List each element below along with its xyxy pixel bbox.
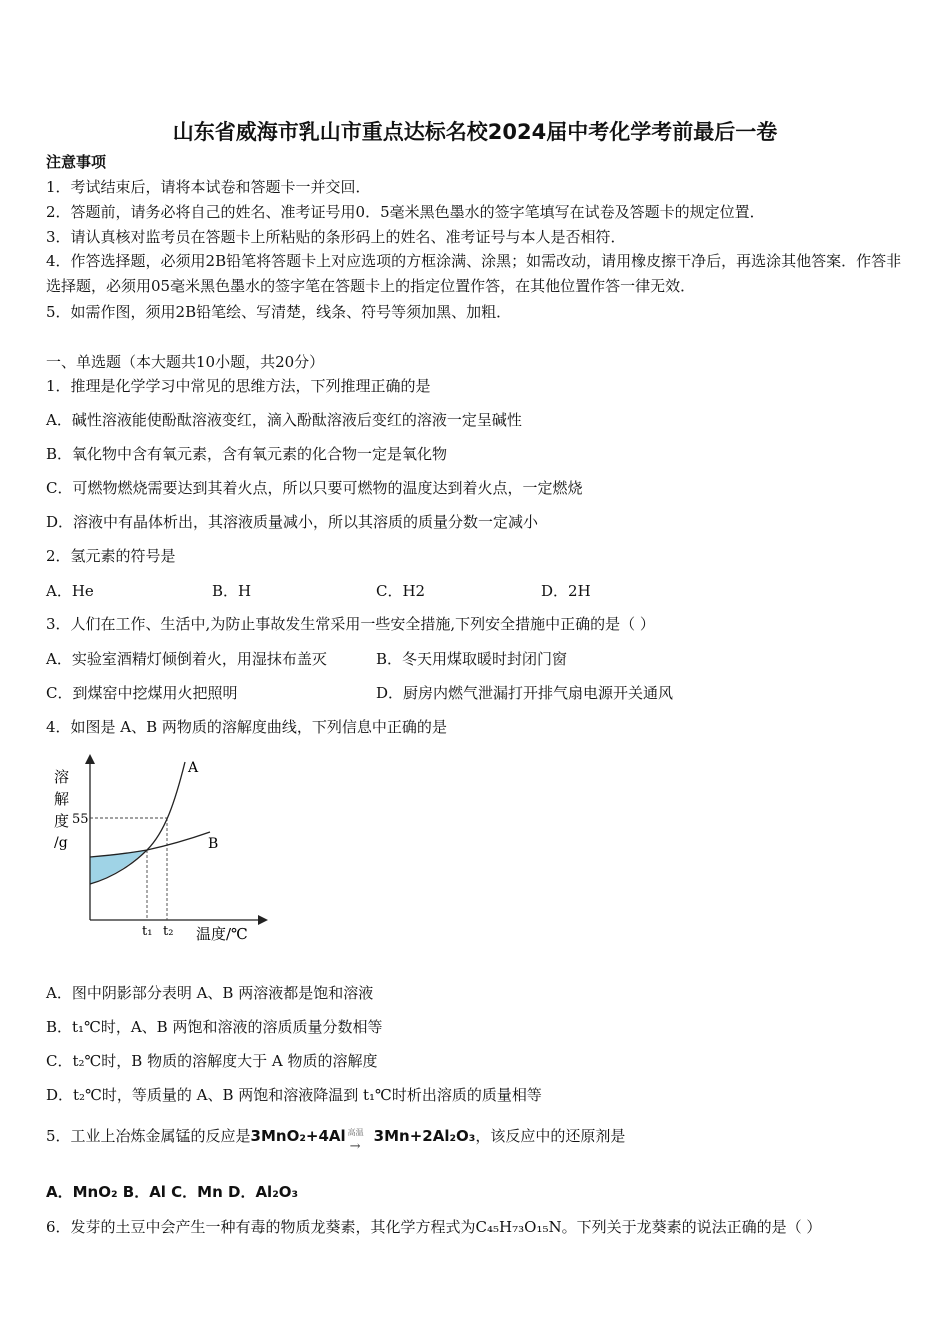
q5-stem <box>46 1126 626 1154</box>
notice-item-4: 4．作答选择题，必须用2B铅笔将答题卡上对应选项的方框涂满、涂黑；如需改动，请用橡皮擦干净后，再选涂其他答案．作答非选择题，必须用05毫米黑色墨水的签字笔在答题卡上的指定位置作答，在其他位置作答一律无效． <box>46 252 902 295</box>
y-axis-arrow-icon <box>85 754 95 764</box>
t2-label: t₂ <box>163 924 174 939</box>
x-axis-label: 温度/℃ <box>196 925 248 943</box>
q4-option-a: A．图中阴影部分表明 A、B 两溶液都是饱和溶液 <box>46 984 374 1002</box>
y-label-2: 解 <box>54 790 70 808</box>
reaction-condition <box>346 1127 374 1154</box>
q3-option-b: B．冬天用煤取暖时封闭门窗 <box>376 650 568 668</box>
y-label-4: /g <box>54 835 68 851</box>
value-label-55: 55 <box>72 812 89 827</box>
exam-title: 山东省威海市乳山市重点达标名校2024届中考化学考前最后一卷 <box>172 120 778 144</box>
q1-option-d: D．溶液中有晶体析出，其溶液质量减小，所以其溶质的质量分数一定减小 <box>46 513 539 531</box>
curve-b <box>90 832 210 857</box>
q5-options: A．MnO₂ B．Al C．Mn D．Al₂O₃ <box>46 1183 299 1201</box>
condition-label: 高温 <box>347 1128 364 1137</box>
q2-option-c: C．H2 <box>376 582 426 600</box>
shaded-region <box>90 850 146 884</box>
q1-option-b: B．氧化物中含有氧元素，含有氧元素的化合物一定是氧化物 <box>46 445 448 463</box>
notice-heading: 注意事项 <box>46 153 107 171</box>
q2-stem: 2．氢元素的符号是 <box>46 547 176 565</box>
t1-label: t₁ <box>142 924 153 939</box>
notice-item-2: 2．答题前，请务必将自己的姓名、准考证号用0．5毫米黑色墨水的签字笔填写在试卷及答题卡的规定位置． <box>46 203 765 221</box>
q1-option-c: C．可燃物燃烧需要达到其着火点，所以只要可燃物的温度达到着火点，一定燃烧 <box>46 479 583 497</box>
curve-a-label: A <box>188 760 199 776</box>
notice-item-1: 1．考试结束后，请将本试卷和答题卡一并交回． <box>46 178 371 196</box>
notice-item-5: 5．如需作图，须用2B铅笔绘、写清楚，线条、符号等须加黑、加粗． <box>46 303 512 321</box>
q5-products: 3Mn+2Al₂O₃ <box>373 1127 476 1145</box>
q3-stem: 3．人们在工作、生活中,为防止事故发生常采用一些安全措施,下列安全措施中正确的是（ ） <box>46 615 655 633</box>
notice-item-3: 3．请认真核对监考员在答题卡上所粘贴的条形码上的姓名、准考证号与本人是否相符． <box>46 228 626 246</box>
q2-option-b: B．H <box>212 582 252 600</box>
q4-option-b: B．t₁℃时，A、B 两饱和溶液的溶质质量分数相等 <box>46 1018 383 1036</box>
q5-stem-after: ，该反应中的还原剂是 <box>475 1127 626 1145</box>
q6-stem: 6．发芽的土豆中会产生一种有毒的物质龙葵素，其化学方程式为C₄₅H₇₃O₁₅N。下列关于龙葵素的说法正确的是（ ） <box>46 1218 822 1236</box>
q5-reactants: 3MnO₂+4Al <box>250 1127 346 1145</box>
y-label-3: 度 <box>54 812 70 830</box>
reaction-arrow-icon: → <box>349 1139 361 1154</box>
q4-stem: 4．如图是 A、B 两物质的溶解度曲线，下列信息中正确的是 <box>46 718 447 736</box>
y-label-1: 溶 <box>54 768 70 786</box>
q1-stem: 1．推理是化学学习中常见的思维方法，下列推理正确的是 <box>46 377 431 395</box>
q4-option-c: C．t₂℃时，B 物质的溶解度大于 A 物质的溶解度 <box>46 1052 378 1070</box>
q3-option-a: A．实验室酒精灯倾倒着火，用湿抹布盖灭 <box>46 650 327 668</box>
curve-b-label: B <box>208 836 219 852</box>
q3-option-d: D．厨房内燃气泄漏打开排气扇电源开关通风 <box>376 684 674 702</box>
q3-option-c: C．到煤窑中挖煤用火把照明 <box>46 684 238 702</box>
q2-option-a: A．He <box>46 582 94 600</box>
x-axis-arrow-icon <box>258 915 268 925</box>
q4-option-d: D．t₂℃时，等质量的 A、B 两饱和溶液降温到 t₁℃时析出溶质的质量相等 <box>46 1086 542 1104</box>
q1-option-a: A．碱性溶液能使酚酞溶液变红，滴入酚酞溶液后变红的溶液一定呈碱性 <box>46 411 522 429</box>
solubility-graph <box>50 752 290 952</box>
q2-option-d: D．2H <box>541 582 591 600</box>
section-heading: 一、单选题（本大题共10小题，共20分） <box>46 353 325 371</box>
q5-stem-before: 5．工业上冶炼金属锰的反应是 <box>46 1127 251 1145</box>
